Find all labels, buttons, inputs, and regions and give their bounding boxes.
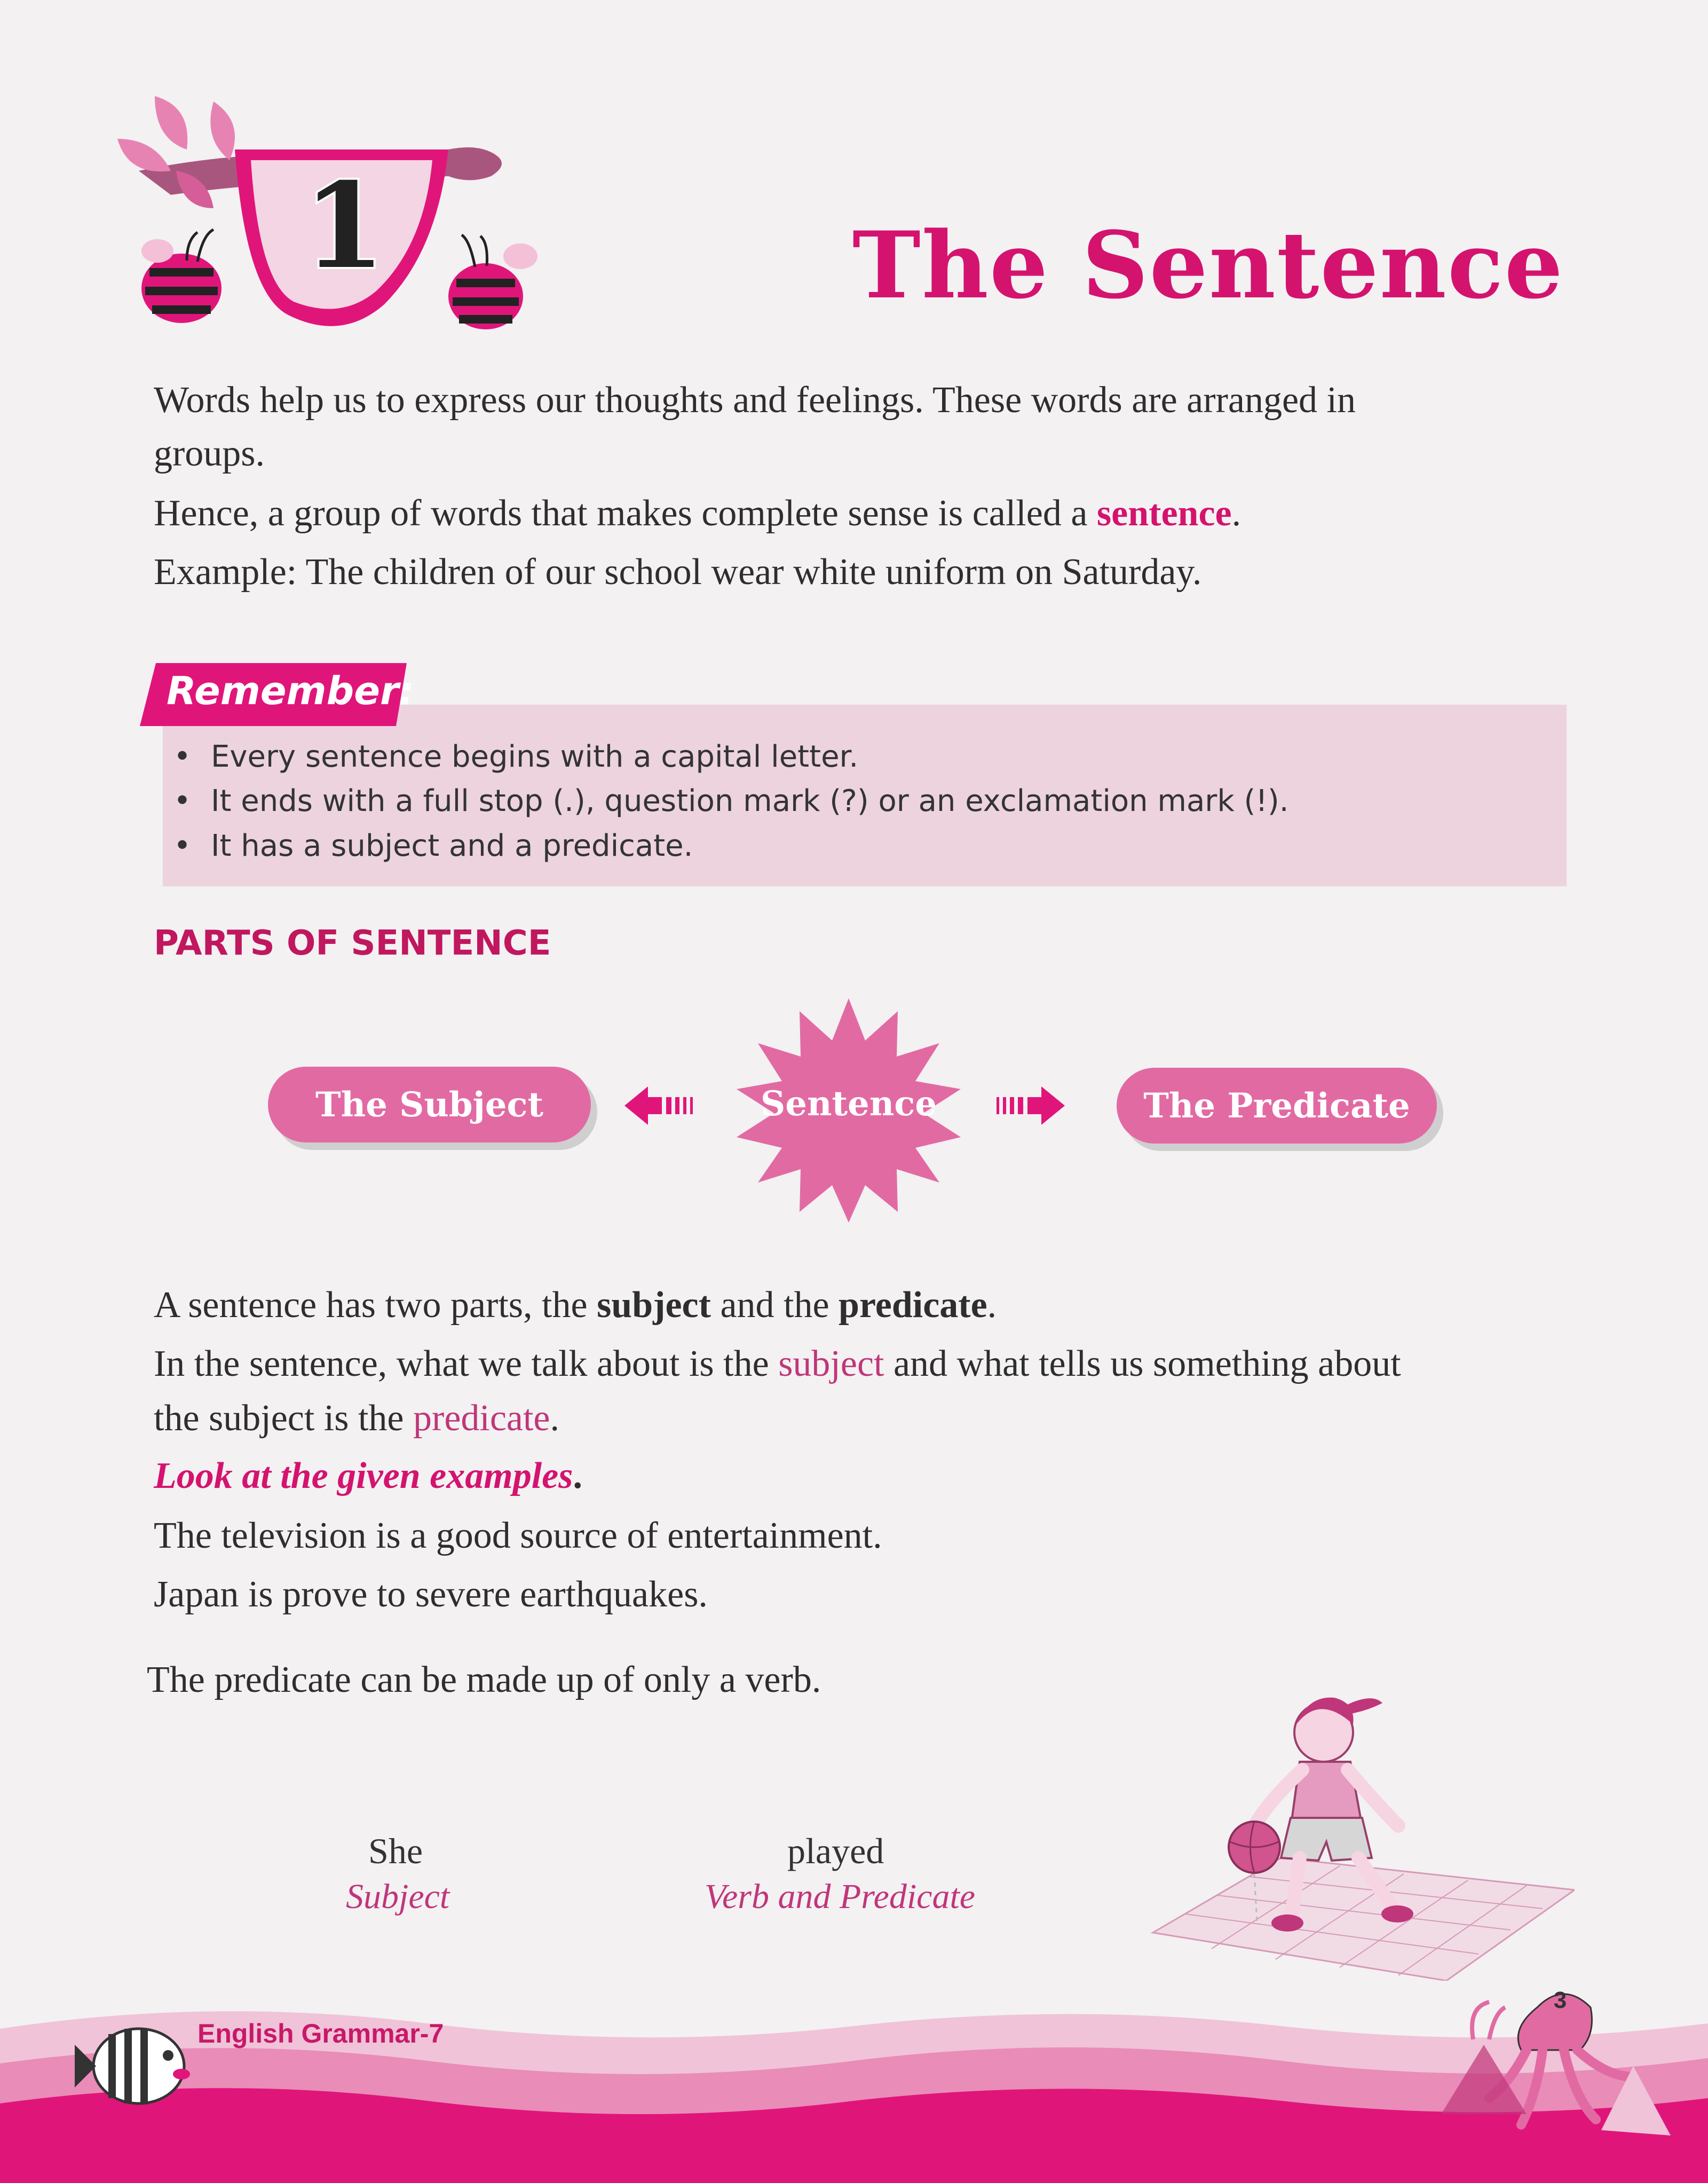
look-examples bbox=[154, 1449, 582, 1503]
predicate-pill: The Predicate bbox=[1117, 1068, 1437, 1144]
remember-item: • It has a subject and a predicate. bbox=[173, 829, 693, 863]
intro-definition bbox=[154, 487, 1241, 540]
subject-pill: The Subject bbox=[268, 1067, 591, 1142]
chapter-badge-illustration bbox=[107, 91, 576, 368]
look-text: Look at the given examples bbox=[154, 1455, 573, 1496]
body-text: the subject is the bbox=[154, 1398, 414, 1439]
book-title: English Grammar-7 bbox=[197, 2019, 444, 2048]
sentence-label: Sentence bbox=[761, 1084, 937, 1124]
section-heading: PARTS OF SENTENCE bbox=[154, 924, 551, 963]
example-sentence: Japan is prove to severe earthquakes. bbox=[154, 1574, 708, 1615]
example-word-played: played bbox=[787, 1831, 884, 1871]
body-line bbox=[154, 1392, 559, 1445]
example-label-verb: Verb and Predicate bbox=[705, 1877, 976, 1916]
chapter-number: 1 bbox=[303, 156, 385, 295]
body-text: In the sentence, what we talk about is the bbox=[154, 1343, 779, 1384]
chapter-title: The Sentence bbox=[852, 211, 1564, 319]
intro-example: Example: The children of our school wear white uniform on Saturday. bbox=[154, 551, 1202, 593]
sentence-term: sentence bbox=[1096, 493, 1232, 534]
remember-item-text: It has a subject and a predicate. bbox=[211, 829, 693, 863]
intro-line: groups. bbox=[154, 433, 265, 474]
body-text: . bbox=[550, 1398, 559, 1439]
remember-item: • It ends with a full stop (.), question mark (?) or an exclamation mark (!). bbox=[173, 784, 1289, 818]
definition-period: . bbox=[1231, 493, 1242, 534]
girl-basketball-illustration bbox=[1148, 1682, 1575, 1981]
body-text: A sentence has two parts, the bbox=[154, 1284, 597, 1326]
body-line bbox=[154, 1337, 1401, 1391]
page-number: 3 bbox=[1553, 1987, 1567, 2013]
body-text: and what tells us something about bbox=[884, 1343, 1401, 1384]
example-word-she: She bbox=[368, 1831, 423, 1871]
example-label-subject: Subject bbox=[346, 1877, 450, 1916]
arrow-left-icon bbox=[624, 1086, 699, 1125]
footer-waves bbox=[0, 1975, 1708, 2183]
example-sentence: The television is a good source of entertainment. bbox=[154, 1515, 882, 1556]
subject-term: subject bbox=[778, 1343, 884, 1384]
body-text: and the bbox=[710, 1284, 839, 1326]
predicate-term: predicate bbox=[839, 1284, 987, 1326]
intro-line: Words help us to express our thoughts and feelings. These words are arranged in bbox=[154, 380, 1356, 421]
definition-text: Hence, a group of words that makes complete sense is called a bbox=[154, 493, 1097, 534]
remember-item-text: Every sentence begins with a capital letter. bbox=[211, 739, 859, 774]
body-line bbox=[154, 1279, 997, 1332]
bee-icon bbox=[448, 235, 537, 329]
predicate-term: predicate bbox=[413, 1398, 550, 1439]
predicate-note: The predicate can be made up of only a verb. bbox=[147, 1659, 821, 1700]
arrow-right-icon bbox=[990, 1086, 1065, 1125]
remember-label: Remember: bbox=[167, 668, 415, 713]
subject-term: subject bbox=[597, 1284, 711, 1326]
bee-icon bbox=[141, 230, 222, 323]
look-period: . bbox=[573, 1455, 582, 1496]
remember-item-text: It ends with a full stop (.), question mark (?) or an exclamation mark (!). bbox=[211, 784, 1289, 818]
remember-item: • Every sentence begins with a capital letter. bbox=[173, 739, 859, 774]
body-text: . bbox=[987, 1284, 997, 1326]
